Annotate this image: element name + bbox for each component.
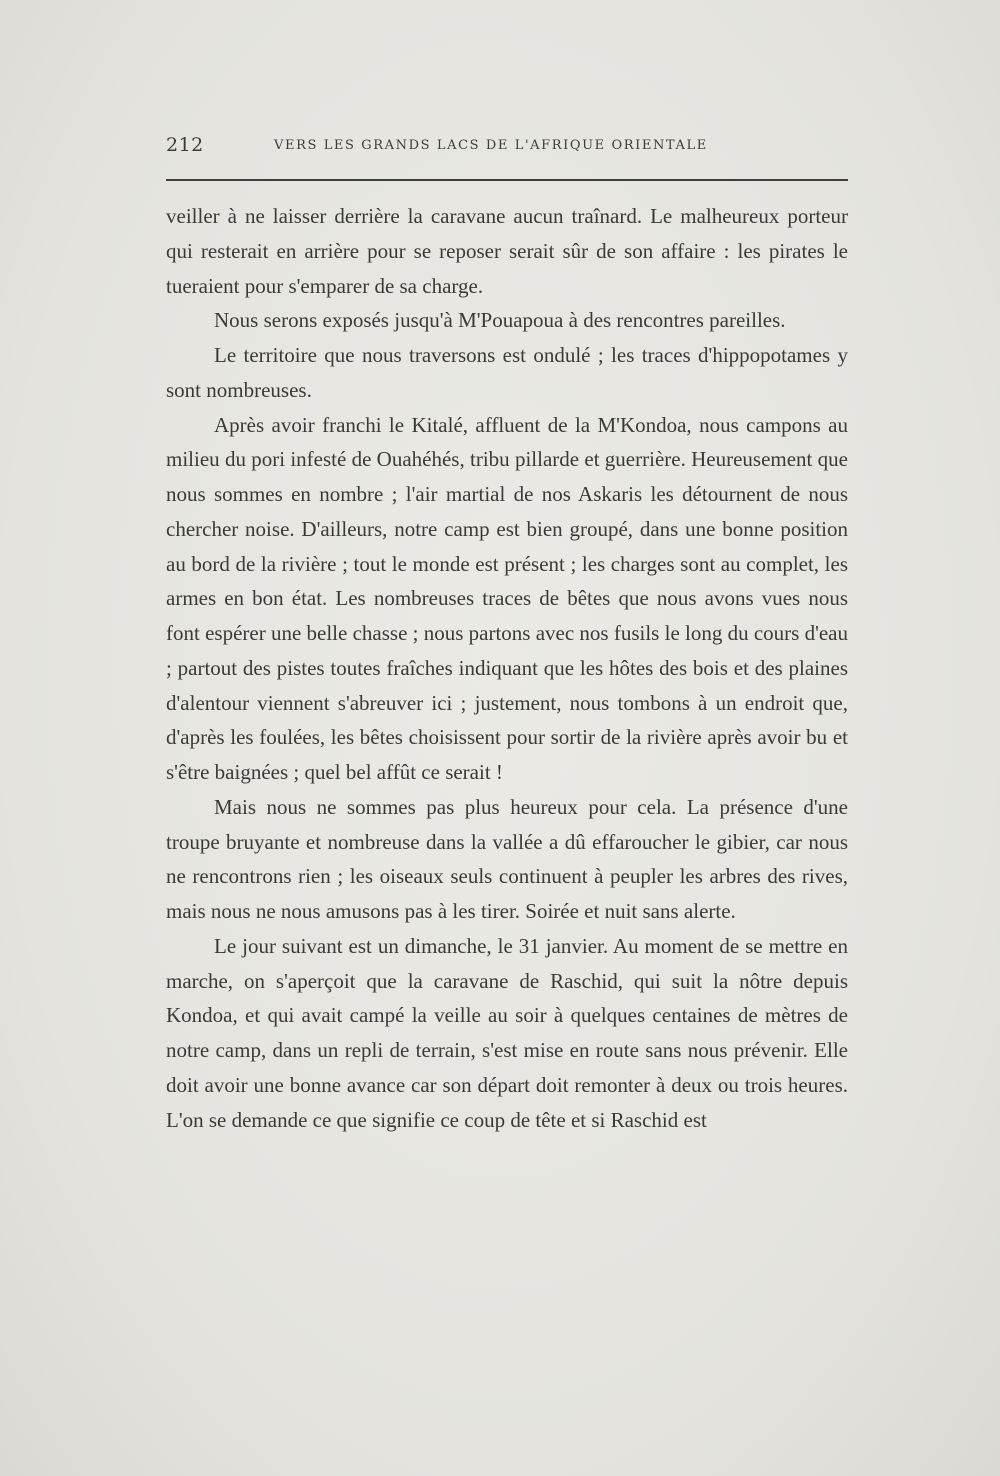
body-text: [166, 199, 848, 1137]
page-number: 212: [166, 134, 204, 156]
paragraph-5: Mais nous ne sommes pas plus heureux pour cela. La présence d'une troupe bruyante et nombreuse dans la vallée a dû effaroucher le gibier, car nous ne rencontrons rien ; les oiseaux seuls continuent à peupler les arbres des rives, mais nous ne nous amusons pas à les tirer. Soirée et nuit sans alerte.: [166, 794, 848, 923]
paragraph-1: veiller à ne laisser derrière la caravane aucun traînard. Le malheureux porteur qui resterait en arrière pour se reposer serait sûr de son affaire : les pirates le tueraient pour s'emparer de sa charge.: [166, 204, 848, 298]
paragraph-6: Le jour suivant est un dimanche, le 31 janvier. Au moment de se mettre en marche, on s'aperçoit que la caravane de Raschid, qui suit la nôtre depuis Kondoa, et qui avait campé la veille au soir à quelques centaines de mètres de notre camp, dans un repli de terrain, s'est mise en route sans nous prévenir. Elle doit avoir une bonne avance car son départ doit remonter à deux ou trois heures. L'on se demande ce que signifie ce coup de tête et si Raschid est: [166, 933, 848, 1132]
header-rule: [166, 179, 848, 181]
paragraph-3: Le territoire que nous traversons est ondulé ; les traces d'hippopotames y sont nombreuses.: [166, 343, 848, 402]
paragraph-2: Nous serons exposés jusqu'à M'Pouapoua à des rencontres pareilles.: [214, 308, 786, 333]
page-header: [166, 134, 848, 164]
running-title: VERS LES GRANDS LACS DE L'AFRIQUE ORIENTALE: [274, 138, 708, 153]
paragraph-4: Après avoir franchi le Kitalé, affluent de la M'Kondoa, nous campons au milieu du pori infesté de Ouahéhés, tribu pillarde et guerrière. Heureusement que nous sommes en nombre ; l'air martial de nos Askaris les détournent de nous chercher noise. D'ailleurs, notre camp est bien groupé, dans une bonne position au bord de la rivière ; tout le monde est présent ; les charges sont au complet, les armes en bon état. Les nombreuses traces de bêtes que nous avons vues nous font espérer une belle chasse ; nous partons avec nos fusils le long du cours d'eau ; partout des pistes toutes fraîches indiquant que les hôtes des bois et des plaines d'alentour viennent s'abreuver ici ; justement, nous tombons à un endroit que, d'après les foulées, les bêtes choisissent pour sortir de la rivière après avoir bu et s'être baignées ; quel bel affût ce serait !: [166, 412, 849, 784]
